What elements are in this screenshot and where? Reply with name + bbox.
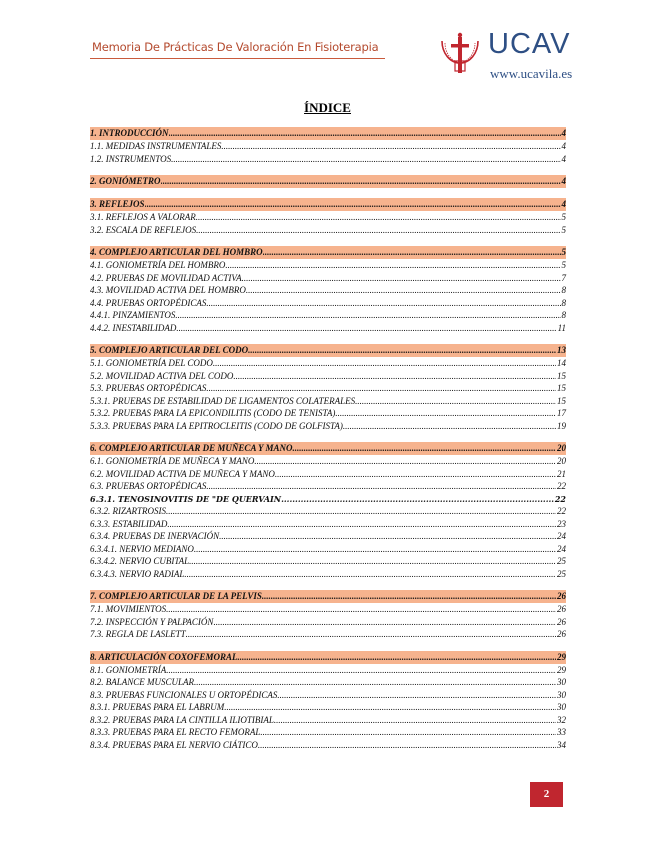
dot-leader	[242, 272, 561, 285]
toc-entry-label: 2. GONIÓMETRO	[90, 176, 161, 186]
toc-entry-page: 4	[561, 199, 566, 209]
toc-section	[90, 246, 566, 334]
dot-leader	[248, 344, 556, 357]
toc-entry-label: 4. COMPLEJO ARTICULAR DEL HOMBRO	[90, 247, 263, 257]
dot-leader	[166, 505, 556, 518]
toc-entry-label: 5.1. GONIOMETRÍA DEL CODO	[90, 358, 213, 368]
toc-entry-label: 1.1. MEDIDAS INSTRUMENTALES	[90, 141, 222, 151]
toc-chapter-entry[interactable]	[90, 198, 566, 211]
toc-entry-page: 32	[557, 714, 566, 725]
toc-entry-label: 5.3. PRUEBAS ORTOPÉDICAS	[90, 383, 207, 393]
toc-entry[interactable]	[90, 468, 566, 481]
toc-entry-label: 8.3.4. PRUEBAS PARA EL NERVIO CIÁTICO	[90, 739, 258, 750]
toc-entry[interactable]	[90, 211, 566, 224]
dot-leader	[175, 309, 560, 322]
toc-section	[90, 651, 566, 752]
toc-entry-label: 5.2. MOVILIDAD ACTIVA DEL CODO	[90, 370, 234, 381]
dot-leader	[166, 603, 556, 616]
toc-entry[interactable]	[90, 518, 566, 531]
toc-entry-label: 8.1. GONIOMETRÍA	[90, 664, 167, 675]
toc-entry-page: 34	[557, 739, 566, 750]
dot-leader	[275, 468, 556, 481]
dot-leader	[194, 676, 556, 689]
page-number: 2	[530, 782, 563, 807]
toc-entry[interactable]	[90, 603, 566, 616]
dot-leader	[194, 543, 556, 556]
document-title: Memoria De Prácticas De Valoración En Fisioterapia	[92, 40, 379, 54]
toc-entry[interactable]	[90, 701, 566, 714]
toc-entry-page: 19	[557, 420, 566, 431]
dot-leader	[145, 198, 561, 211]
toc-entry[interactable]	[90, 714, 566, 727]
dot-leader	[221, 140, 560, 153]
toc-entry[interactable]	[90, 664, 566, 677]
toc-entry-label: 4.1. GONIOMETRÍA DEL HOMBRO	[90, 260, 226, 270]
toc-entry[interactable]	[90, 140, 566, 153]
toc-entry-page: 23	[557, 518, 566, 529]
toc-entry-label: 6.3.4.2. NERVIO CUBITAL	[90, 556, 190, 566]
toc-entry-page: 5	[561, 224, 566, 235]
toc-entry-page: 4	[561, 128, 566, 138]
toc-entry-page: 24	[557, 531, 566, 541]
toc-entry[interactable]	[90, 297, 566, 310]
toc-chapter-entry[interactable]	[90, 175, 566, 188]
toc-entry[interactable]	[90, 395, 566, 408]
toc-entry-page: 8	[561, 285, 566, 295]
toc-entry[interactable]	[90, 370, 566, 383]
toc-section	[90, 198, 566, 236]
toc-entry[interactable]	[90, 153, 566, 166]
toc-entry-label: 5.3.3. PRUEBAS PARA LA EPITROCLEITIS (CODO DE GOLFISTA)	[90, 420, 343, 431]
dot-leader	[176, 322, 556, 335]
toc-section	[90, 590, 566, 641]
toc-entry[interactable]	[90, 284, 566, 297]
toc-entry-page: 26	[557, 629, 566, 639]
toc-chapter-entry[interactable]	[90, 246, 566, 259]
university-logo-text: UCAV	[488, 28, 571, 60]
toc-entry-page: 22	[557, 506, 566, 516]
university-website-link[interactable]: www.ucavila.es	[490, 66, 573, 81]
toc-entry-page: 17	[557, 408, 566, 418]
toc-entry-page: 30	[557, 677, 566, 687]
dot-leader	[254, 455, 556, 468]
toc-entry[interactable]	[90, 628, 566, 641]
toc-entry[interactable]	[90, 676, 566, 689]
toc-entry-label: 7. COMPLEJO ARTICULAR DE LA PELVIS	[90, 591, 262, 601]
toc-chapter-entry[interactable]	[90, 590, 566, 603]
toc-entry-page: 25	[557, 568, 566, 579]
toc-entry-label: 6. COMPLEJO ARTICULAR DE MUÑECA Y MANO	[90, 443, 293, 453]
toc-entry-label: 5. COMPLEJO ARTICULAR DEL CODO	[90, 345, 249, 355]
toc-entry-page: 8	[561, 310, 566, 320]
toc-entry-page: 4	[561, 141, 566, 151]
toc-entry-label: 4.4. PRUEBAS ORTOPÉDICAS	[90, 297, 207, 308]
toc-entry-label: 3. REFLEJOS	[90, 199, 145, 209]
toc-entry-page: 15	[557, 383, 566, 393]
toc-entry[interactable]	[90, 493, 566, 506]
toc-entry-label: 6.2. MOVILIDAD ACTIVA DE MUÑECA Y MANO	[90, 468, 275, 479]
toc-entry-label: 4.3. MOVILIDAD ACTIVA DEL HOMBRO	[90, 285, 246, 295]
toc-entry-label: 8.3.3. PRUEBAS PARA EL RECTO FEMORAL	[90, 727, 261, 737]
toc-chapter-entry[interactable]	[90, 344, 566, 357]
toc-entry-page: 26	[557, 616, 566, 627]
dot-leader	[262, 590, 556, 603]
toc-entry[interactable]	[90, 357, 566, 370]
toc-entry-page: 15	[557, 370, 566, 381]
dot-leader	[161, 175, 561, 188]
dot-leader	[277, 689, 556, 702]
toc-entry[interactable]	[90, 555, 566, 568]
toc-entry-label: 4.4.2. INESTABILIDAD	[90, 322, 177, 333]
dot-leader	[335, 407, 556, 420]
toc-entry-page: 30	[557, 702, 566, 712]
toc-section	[90, 127, 566, 165]
dot-leader	[274, 714, 556, 727]
toc-entry-label: 4.2. PRUEBAS DE MOVILIDAD ACTIVA	[90, 272, 242, 283]
toc-entry-page: 33	[557, 727, 566, 737]
toc-entry-page: 20	[557, 456, 566, 466]
toc-entry-page: 26	[557, 604, 566, 614]
dot-leader	[206, 480, 556, 493]
dot-leader	[281, 493, 554, 506]
dot-leader	[343, 420, 556, 433]
toc-section	[90, 175, 566, 188]
toc-entry-page: 5	[561, 260, 566, 270]
toc-entry-label: 8. ARTICULACIÓN COXOFEMORAL	[90, 651, 238, 662]
toc-entry-label: 6.3.3. ESTABILIDAD	[90, 518, 168, 529]
toc-entry-label: 6.3.4. PRUEBAS DE INERVACIÓN	[90, 531, 220, 541]
toc-entry-page: 26	[557, 591, 566, 601]
toc-entry-label: 8.3.2. PRUEBAS PARA LA CINTILLA ILIOTIBIAL	[90, 714, 274, 725]
toc-entry[interactable]	[90, 739, 566, 752]
dot-leader	[263, 246, 561, 259]
toc-entry[interactable]	[90, 568, 566, 581]
toc-entry[interactable]	[90, 322, 566, 335]
dot-leader	[292, 442, 556, 455]
toc-section	[90, 442, 566, 580]
toc-entry-label: 6.1. GONIOMETRÍA DE MUÑECA Y MANO	[90, 456, 255, 466]
toc-entry[interactable]	[90, 407, 566, 420]
toc-entry[interactable]	[90, 309, 566, 322]
toc-entry-page: 5	[561, 247, 566, 257]
dot-leader	[196, 224, 560, 237]
toc-entry[interactable]	[90, 272, 566, 285]
toc-entry-page: 4	[561, 153, 566, 164]
toc-entry-label: 8.2. BALANCE MUSCULAR	[90, 677, 195, 687]
toc-entry[interactable]	[90, 420, 566, 433]
toc-entry-label: 7.1. MOVIMIENTOS	[90, 604, 167, 614]
toc-entry-page: 11	[557, 322, 566, 333]
dot-leader	[233, 370, 556, 383]
toc-entry-page: 5	[561, 212, 566, 222]
dot-leader	[184, 568, 556, 581]
toc-entry-label: 6.3.1. TENOSINOVITIS DE "DE QUERVAIN	[90, 493, 282, 504]
dot-leader	[213, 357, 556, 370]
toc-entry-label: 8.3. PRUEBAS FUNCIONALES U ORTOPÉDICAS	[90, 689, 278, 700]
dot-leader	[196, 211, 561, 224]
toc-entry-label: 6.3.2. RIZARTROSIS	[90, 506, 166, 516]
toc-entry[interactable]	[90, 455, 566, 468]
dot-leader	[189, 555, 556, 568]
toc-entry-label: 7.2. INSPECCIÓN Y PALPACIÓN	[90, 616, 214, 627]
toc-entry-page: 22	[554, 493, 566, 504]
toc-entry-page: 13	[557, 345, 566, 355]
toc-entry-page: 15	[557, 395, 566, 406]
dot-leader	[219, 530, 556, 543]
toc-entry-label: 6.3.4.3. NERVIO RADIAL	[90, 568, 185, 579]
toc-entry-label: 1.2. INSTRUMENTOS	[90, 153, 172, 164]
toc-entry-page: 8	[561, 297, 566, 308]
toc-entry-label: 8.3.1. PRUEBAS PARA EL LABRUM	[90, 702, 225, 712]
dot-leader	[224, 701, 556, 714]
toc-entry[interactable]	[90, 543, 566, 556]
toc-entry-page: 29	[557, 651, 566, 662]
toc-entry-page: 29	[557, 664, 566, 675]
toc-entry-label: 6.3.4.1. NERVIO MEDIANO	[90, 543, 194, 554]
toc-entry-page: 14	[557, 358, 566, 368]
dot-leader	[225, 259, 560, 272]
index-heading: ÍNDICE	[304, 100, 351, 115]
dot-leader	[206, 297, 560, 310]
dot-leader	[237, 651, 556, 664]
toc-entry-page: 4	[561, 176, 566, 186]
toc-entry-page: 30	[557, 689, 566, 700]
toc-chapter-entry[interactable]	[90, 651, 566, 664]
toc-chapter-entry[interactable]	[90, 127, 566, 140]
toc-entry-label: 3.1. REFLEJOS A VALORAR	[90, 212, 196, 222]
toc-entry-page: 22	[557, 481, 566, 491]
dot-leader	[213, 616, 556, 629]
toc-entry-label: 7.3. REGLA DE LASLETT	[90, 629, 186, 639]
toc-entry-label: 5.3.2. PRUEBAS PARA LA EPICONDILITIS (CODO DE TENISTA)	[90, 408, 336, 418]
toc-entry-label: 5.3.1. PRUEBAS DE ESTABILIDAD DE LIGAMENTOS COLATERALES	[90, 395, 356, 406]
toc-chapter-entry[interactable]	[90, 442, 566, 455]
header-divider	[90, 58, 385, 59]
toc-entry-page: 20	[557, 443, 566, 453]
dot-leader	[171, 153, 560, 166]
dot-leader	[166, 664, 556, 677]
toc-entry[interactable]	[90, 224, 566, 237]
dot-leader	[206, 382, 556, 395]
toc-entry[interactable]	[90, 259, 566, 272]
toc-entry-page: 21	[557, 468, 566, 479]
toc-entry[interactable]	[90, 480, 566, 493]
dot-leader	[167, 518, 556, 531]
university-seal-icon	[438, 31, 482, 81]
toc-entry-page: 24	[557, 543, 566, 554]
dot-leader	[169, 127, 561, 140]
toc-entry[interactable]	[90, 689, 566, 702]
toc-entry[interactable]	[90, 616, 566, 629]
toc-entry[interactable]	[90, 726, 566, 739]
toc-entry[interactable]	[90, 530, 566, 543]
dot-leader	[355, 395, 556, 408]
dot-leader	[258, 739, 556, 752]
toc-entry[interactable]	[90, 382, 566, 395]
toc-entry-label: 3.2. ESCALA DE REFLEJOS	[90, 224, 197, 235]
toc-entry-page: 7	[561, 272, 566, 283]
dot-leader	[260, 726, 556, 739]
toc-entry-page: 25	[557, 556, 566, 566]
toc-entry[interactable]	[90, 505, 566, 518]
toc-section	[90, 344, 566, 432]
dot-leader	[246, 284, 561, 297]
toc-entry-label: 4.4.1. PINZAMIENTOS	[90, 310, 176, 320]
toc-entry-label: 1. INTRODUCCIÓN	[90, 128, 169, 138]
toc-entry-label: 6.3. PRUEBAS ORTOPÉDICAS	[90, 481, 207, 491]
dot-leader	[186, 628, 556, 641]
table-of-contents	[90, 127, 566, 761]
